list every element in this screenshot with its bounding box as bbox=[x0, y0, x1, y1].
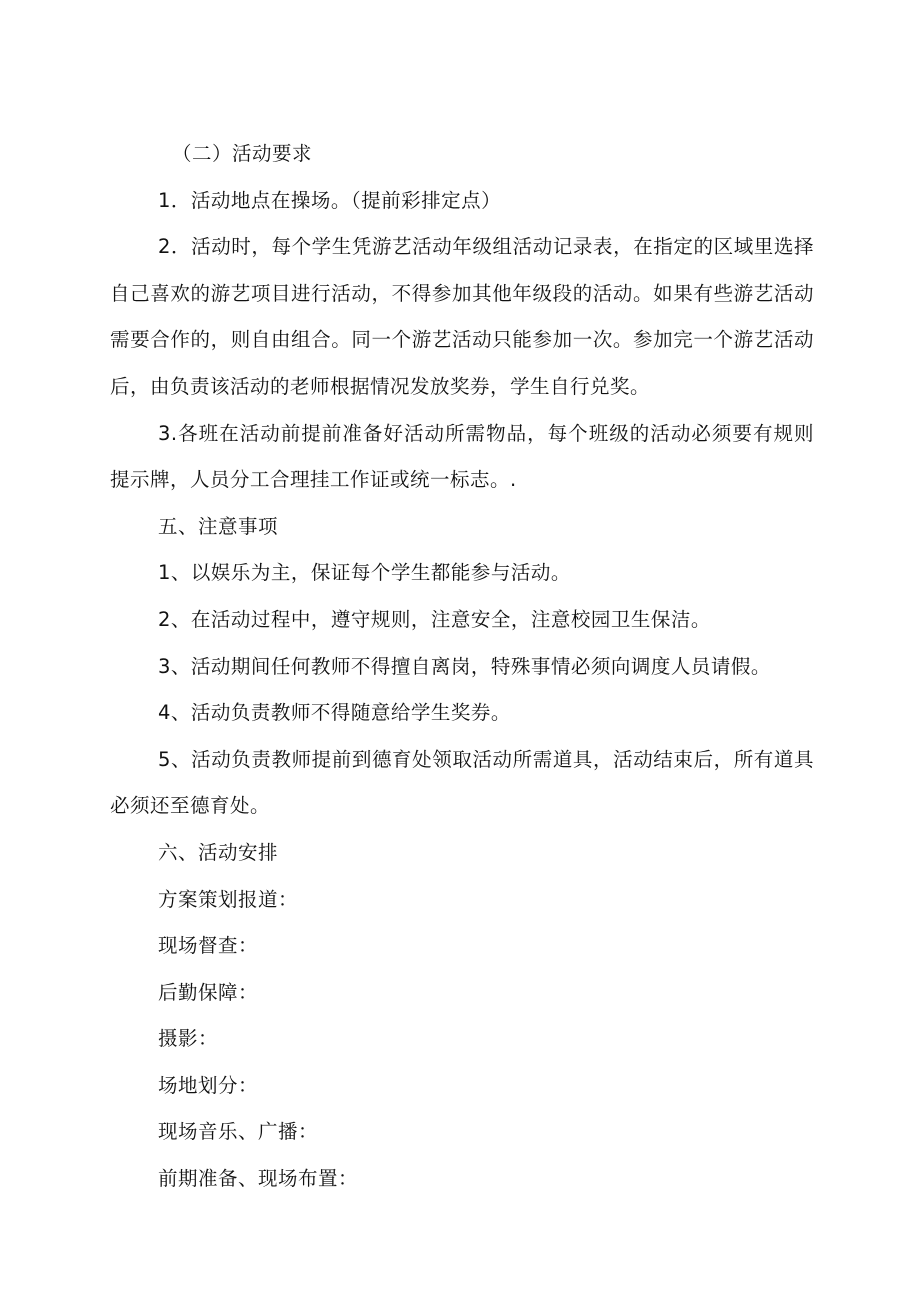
arrangement-venue-division: 场地划分： bbox=[158, 1073, 259, 1097]
arrangement-logistics: 后勤保障： bbox=[158, 980, 259, 1004]
section-heading-arrangements: 六、活动安排 bbox=[158, 840, 279, 864]
section-heading-activity-requirements: （二）活动要求 bbox=[172, 142, 313, 165]
requirement-3-paragraph: 3.各班在活动前提前准备好活动所需物品，每个班级的活动必须要有规则提示牌，人员分工合理挂工作证或统一标志。. bbox=[110, 421, 814, 492]
note-2-paragraph: 2、在活动过程中，遵守规则，注意安全，注意校园卫生保洁。 bbox=[158, 607, 711, 631]
note-1-paragraph: 1、以娱乐为主，保证每个学生都能参与活动。 bbox=[158, 561, 571, 585]
requirement-1-paragraph: 1．活动地点在操场。（提前彩排定点） bbox=[158, 188, 502, 212]
arrangement-preparation-layout: 前期准备、现场布置： bbox=[158, 1167, 359, 1191]
requirement-2-paragraph: 2．活动时，每个学生凭游艺活动年级组活动记录表，在指定的区域里选择自己喜欢的游艺项目进行活动，不得参加其他年级段的活动。如果有些游艺活动需要合作的，则自由组合。同一个游艺活动只能参加一次。参加完一个游艺活动后，由负责该活动的老师根据情况发放奖券，学生自行兑奖。 bbox=[110, 235, 814, 398]
note-4-paragraph: 4、活动负责教师不得随意给学生奖券。 bbox=[158, 701, 511, 725]
note-5-paragraph: 5、活动负责教师提前到德育处领取活动所需道具，活动结束后，所有道具必须还至德育处。 bbox=[110, 747, 814, 818]
arrangement-music-broadcast: 现场音乐、广播： bbox=[158, 1120, 319, 1144]
document-page bbox=[110, 131, 814, 1203]
section-heading-notes: 五、注意事项 bbox=[158, 514, 279, 538]
note-3-paragraph: 3、活动期间任何教师不得擅自离岗，特殊事情必须向调度人员请假。 bbox=[158, 654, 771, 678]
arrangement-plan-report: 方案策划报道： bbox=[158, 887, 299, 911]
arrangement-onsite-supervision: 现场督查： bbox=[158, 934, 259, 958]
arrangement-photography: 摄影： bbox=[158, 1027, 219, 1051]
